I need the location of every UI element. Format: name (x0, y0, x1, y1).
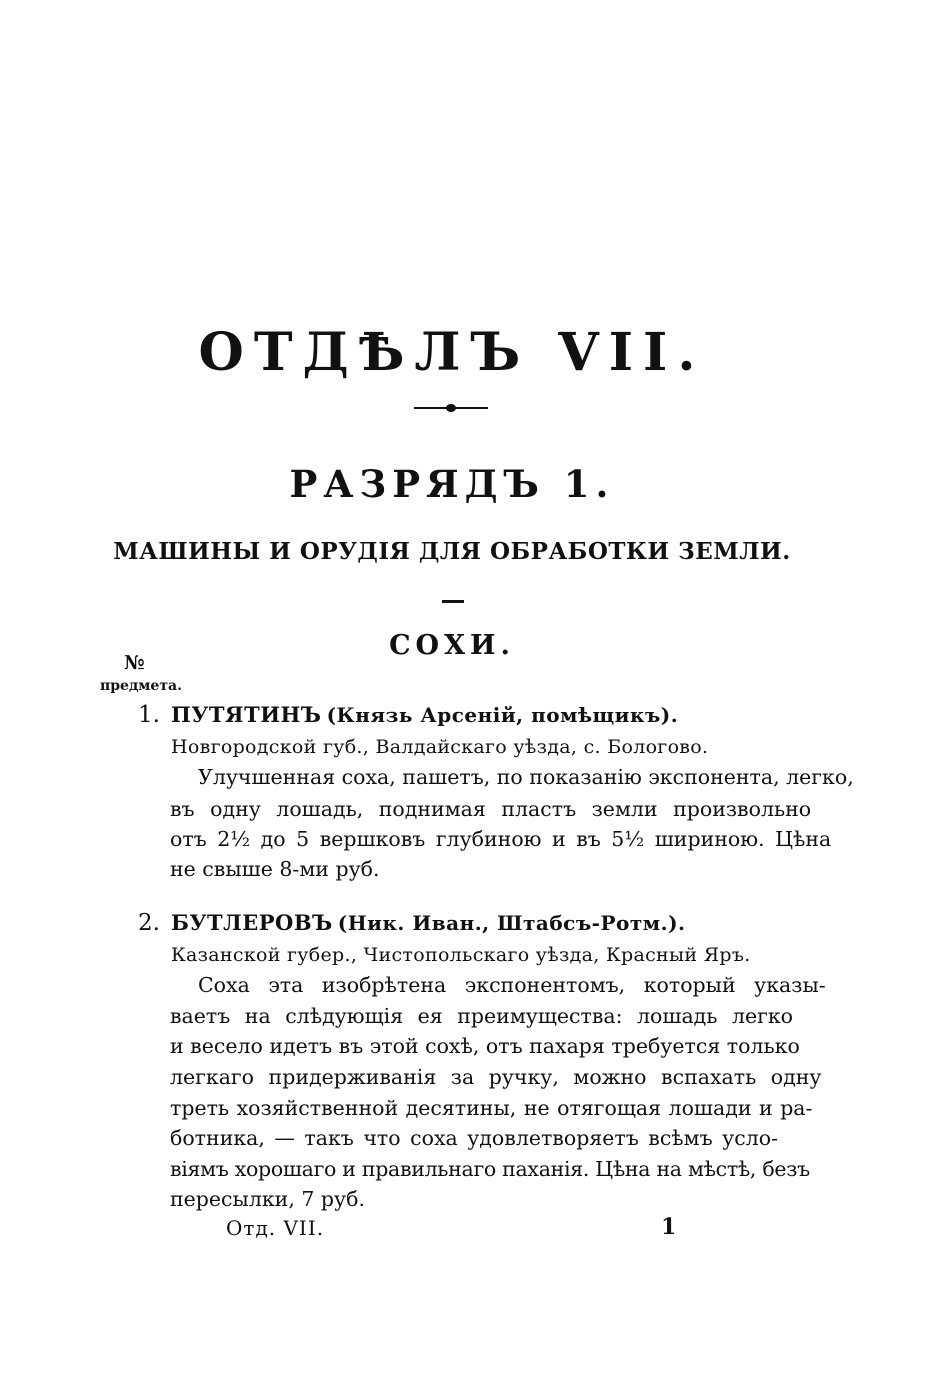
entry-2-description-line: легкаго придерживанія за ручку, можно вспахать одну (170, 1065, 822, 1089)
entry-1-description-line: Улучшенная соха, пашетъ, по показанію экспонента, легко, (198, 765, 854, 789)
category-subtitle: МАШИНЫ И ОРУДІЯ ДЛЯ ОБРАБОТКИ ЗЕМЛИ. (113, 538, 791, 565)
short-divider (442, 600, 464, 603)
entry-2-description-line: пересылки, 7 руб. (170, 1187, 365, 1211)
ornamental-divider (414, 407, 488, 409)
exhibitor-name: БУТЛЕРОВЪ (171, 910, 333, 935)
entry-number: 1. (138, 702, 160, 728)
entry-number: 2. (138, 910, 160, 936)
footer-section-ref: Отд. VII. (226, 1216, 325, 1240)
entry-2-location: Казанской губер., Чистопольскаго уѣзда, Красный Яръ. (171, 944, 751, 966)
column-header-number-sign: № (124, 652, 145, 674)
entry-2-description-line: ваетъ на слѣдующія ея преимущества: лошадь легко (170, 1004, 794, 1028)
entry-2-description-line: віямъ хорошаго и правильнаго паханія. Цѣна на мѣстѣ, безъ (170, 1157, 810, 1181)
page-number: 1 (661, 1214, 677, 1240)
exhibitor-details: (Князь Арсеній, помѣщикъ). (326, 703, 679, 727)
entry-1-header (138, 702, 678, 728)
entry-1-location: Новгородской губ., Валдайскаго уѣзда, с. Бологово. (171, 736, 709, 758)
entry-2-description-line: и весело идетъ въ этой сохѣ, отъ пахаря требуется только (170, 1034, 800, 1058)
exhibitor-details: (Ник. Иван., Штабсъ-Ротм.). (337, 911, 686, 935)
exhibitor-name: ПУТЯТИНЪ (171, 702, 322, 727)
entry-2-description-line: треть хозяйственной десятины, не отягощая лошади и ра- (170, 1096, 813, 1120)
category-title: РАЗРЯДЪ 1. (289, 462, 615, 506)
entry-1-description-line: отъ 2½ до 5 вершковъ глубиною и въ 5½ шириною. Цѣна (170, 827, 832, 851)
entry-1-description-line: не свыше 8-ми руб. (170, 857, 380, 881)
entry-1-description-line: въ одну лошадь, поднимая пластъ земли произвольно (170, 797, 812, 821)
entry-2-header (138, 910, 686, 936)
column-header-label: предмета. (100, 678, 182, 694)
entry-2-description-line: Соха эта изобрѣтена экспонентомъ, который указы- (198, 973, 826, 997)
entry-2-description-line: ботника, — такъ что соха удовлетворяетъ всѣмъ усло- (170, 1126, 779, 1150)
section-title: ОТДѢЛЪ VII. (198, 322, 706, 383)
group-title: СОХИ. (389, 630, 515, 661)
